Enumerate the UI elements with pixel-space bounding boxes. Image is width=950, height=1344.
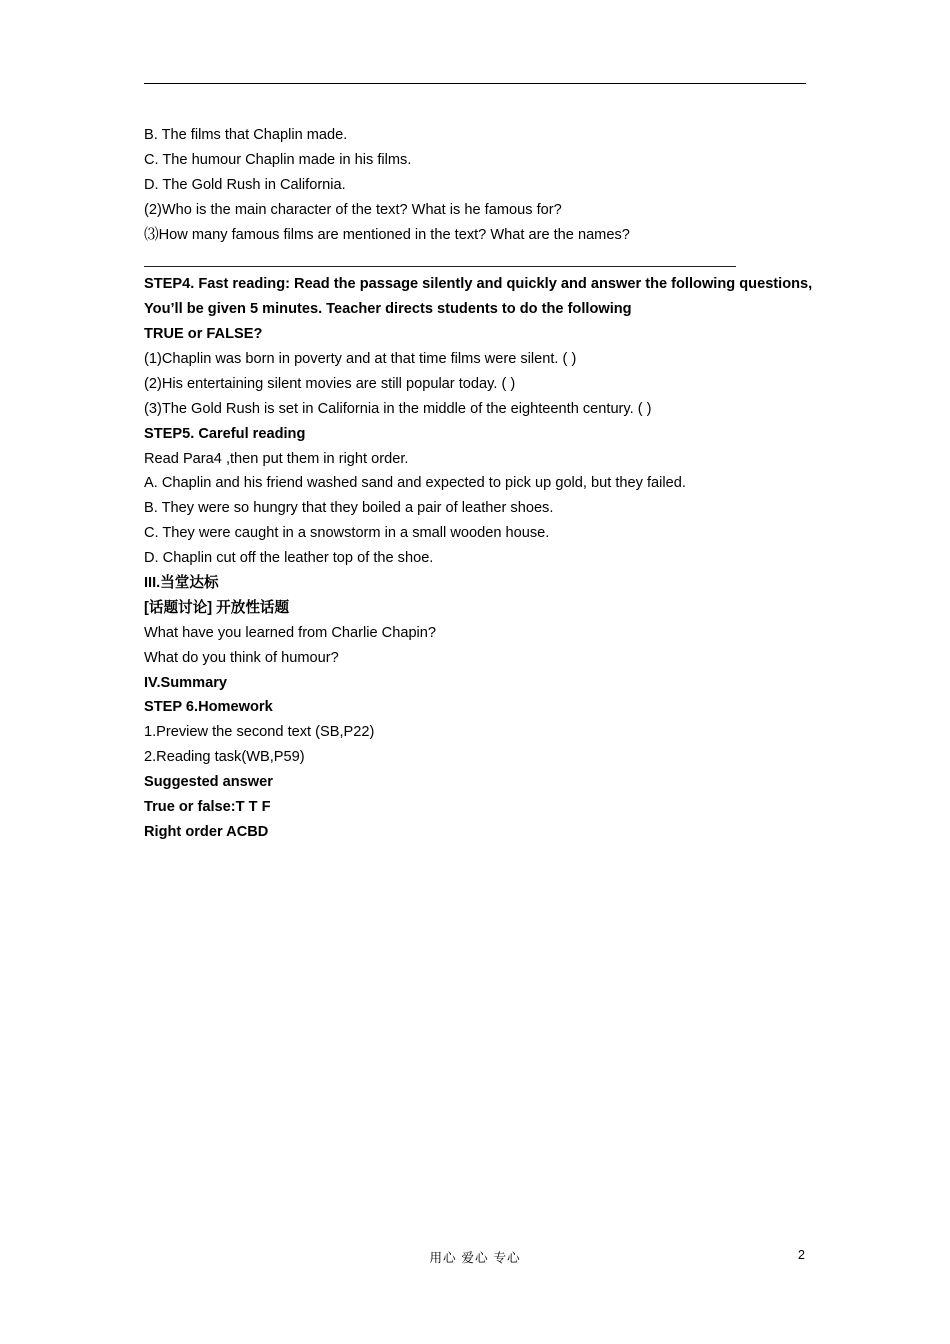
text-line [144, 247, 810, 272]
text-line: ⑶How many famous films are mentioned in the text? What are the names? [144, 226, 630, 243]
text-line: (3)The Gold Rush is set in California in the middle of the eighteenth century. ( ) [144, 400, 652, 417]
text-line: You’ll be given 5 minutes. Teacher directs students to do the following [144, 301, 632, 318]
header-rule [144, 83, 806, 84]
text-line: C. They were caught in a snowstorm in a small wooden house. [144, 525, 550, 542]
text-line: D. The Gold Rush in California. [144, 176, 346, 193]
text-line: [话题讨论] 开放性话题 [144, 599, 290, 616]
text-line: B. The films that Chaplin made. [144, 127, 348, 143]
text-line: 1.Preview the second text (SB,P22) [144, 724, 375, 741]
text-line: TRUE or FALSE? [144, 326, 263, 343]
text-line: (2)Who is the main character of the text? What is he famous for? [144, 201, 562, 218]
text-line: What do you think of humour? [144, 649, 339, 666]
text-line: True or false:T T F [144, 799, 271, 816]
text-line: A. Chaplin and his friend washed sand and expected to pick up gold, but they failed. [144, 475, 686, 492]
text-line: C. The humour Chaplin made in his films. [144, 151, 412, 168]
text-line: What have you learned from Charlie Chapin? [144, 624, 437, 641]
text-line: Right order ACBD [144, 823, 269, 840]
text-line: STEP5. Careful reading [144, 425, 306, 442]
text-line: IV.Summary [144, 674, 228, 691]
document-body [144, 123, 813, 845]
text-line: (2)His entertaining silent movies are still popular today. ( ) [144, 375, 516, 392]
text-line: Suggested answer [144, 774, 273, 791]
text-line: Read Para4 ,then put them in right order. [144, 450, 409, 467]
text-line: D. Chaplin cut off the leather top of the shoe. [144, 550, 434, 567]
answer-blank-line [144, 266, 736, 267]
page-number: 2 [798, 1248, 805, 1262]
text-line: B. They were so hungry that they boiled a pair of leather shoes. [144, 500, 554, 517]
footer-motto: 用心 爱心 专心 [429, 1250, 521, 1265]
text-line: (1)Chaplin was born in poverty and at that time films were silent. ( ) [144, 351, 577, 368]
text-line: III.当堂达标 [144, 575, 219, 592]
text-line: STEP 6.Homework [144, 699, 273, 716]
text-line: STEP4. Fast reading: Read the passage silently and quickly and answer the following questions, [144, 276, 813, 293]
text-line: 2.Reading task(WB,P59) [144, 749, 305, 766]
